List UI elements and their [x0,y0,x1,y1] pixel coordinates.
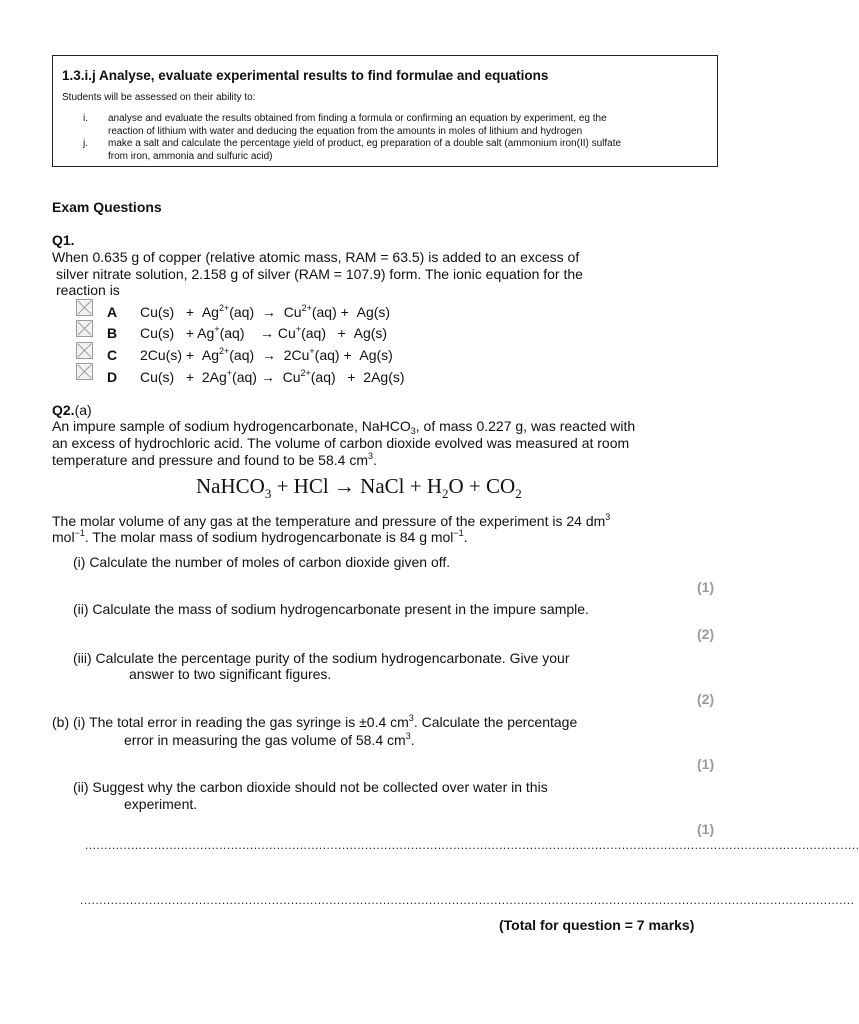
option-c-letter: C [107,347,118,363]
q1-text-line1: When 0.635 g of copper (relative atomic mass, RAM = 63.5) is added to an excess of [52,249,580,265]
option-b-letter: B [107,325,118,341]
q2-label: Q2. [52,402,75,418]
specification-box [52,55,718,167]
option-a-letter: A [107,304,118,320]
mark-b-ii: (1) [697,821,715,837]
question-b-i-line1: (b) (i) The total error in reading the gas syringe is ±0.4 $cm^3$. Calculate the percentage [52,713,578,730]
option-b-checkbox[interactable] [76,320,93,337]
spec-intro: Students will be assessed on their ability to: [62,92,256,103]
option-d-checkbox[interactable] [76,363,93,380]
exam-questions-heading: Exam Questions [52,199,162,215]
answer-line-1[interactable]: .......................................................................................................................................................................................................... [85,838,859,852]
q2-part-a: (a) [74,402,92,418]
question-a-i: (i) Calculate the number of moles of carbon dioxide given off. [73,554,451,570]
question-a-iii-line2: answer to two significant figures. [129,666,332,682]
question-b-i-line2: error in measuring the gas volume of 58.4 $cm^3$. [124,731,415,748]
spec-item-marker: j. [83,138,88,149]
spec-item-marker: i. [83,113,88,124]
spec-item-text: make a salt and calculate the percentage yield of product, eg preparation of a double salt (ammonium iron(II) sulfate from iron, ammonia and sulfuric acid) [108,138,622,162]
mark-a-ii: (2) [697,626,715,642]
question-a-ii: (ii) Calculate the mass of sodium hydrogencarbonate present in the impure sample. [73,601,589,617]
q2-text-line3: temperature and pressure and found to be 58.4 $cm^3$. [52,451,377,468]
spec-title: 1.3.i.j Analyse, evaluate experimental results to find formulae and equations [62,68,549,83]
reaction-equation-image: NaHCO$_3$ + HCl → NaCl + $H_2O + CO_2$ [196,474,522,501]
question-a-iii-line1: (iii) Calculate the percentage purity of the sodium hydrogencarbonate. Give your [73,650,570,666]
answer-line-2[interactable]: .......................................................................................................................................................................................................... [80,893,855,907]
molar-volume-line1: The molar volume of any gas at the temperature and pressure of the experiment is 24 $dm^3$ [52,512,611,529]
spec-item-text: analyse and evaluate the results obtained from finding a formula or confirming an equation by experiment, eg the reaction of lithium with water and deducing the equation from the amounts in moles of lithium and hydrogen [108,113,607,137]
option-b-equation: Cu(s) + Ag+(aq) → Cu+(aq) + Ag(s) [140,324,388,341]
option-a-checkbox[interactable] [76,299,93,316]
option-c-checkbox[interactable] [76,342,93,359]
q1-label: Q1. [52,232,75,248]
q2-text-line2: an excess of hydrochloric acid. The volume of carbon dioxide evolved was measured at room [52,435,630,451]
option-a-equation: $Cu(s) + Ag^{2+}(aq) \to Cu^{2+}(aq) + Ag(s)$ [140,303,391,320]
mark-a-iii: (2) [697,691,715,707]
q1-text-line2: silver nitrate solution, 2.158 g of silver (RAM = 107.9) form. The ionic equation for the [56,266,583,282]
question-b-ii-line1: (ii) Suggest why the carbon dioxide should not be collected over water in this [73,779,548,795]
molar-volume-line2: mol$^{-1}$. The molar mass of sodium hydrogencarbonate is 84 g mol$^{-1}$. [52,528,468,545]
q2-text-line1: An impure sample of sodium hydrogencarbonate, NaHCO$_3$, of mass 0.227 g, was reacted with [52,418,636,436]
mark-b-i: (1) [697,756,715,772]
q2-label-line [52,402,92,418]
option-d-equation: $Cu(s) + 2Ag^+(aq) \to Cu^{2+}(aq) + 2Ag(s)$ [140,368,405,385]
question-b-ii-line2: experiment. [124,796,198,812]
mark-a-i: (1) [697,579,715,595]
q1-text-line3: reaction is [56,282,120,298]
option-c-equation: $2Cu(s) + Ag^{2+}(aq) \to 2Cu^+(aq) + Ag(s)$ [140,346,393,363]
total-marks: (Total for question = 7 marks) [499,917,695,933]
option-d-letter: D [107,369,118,385]
